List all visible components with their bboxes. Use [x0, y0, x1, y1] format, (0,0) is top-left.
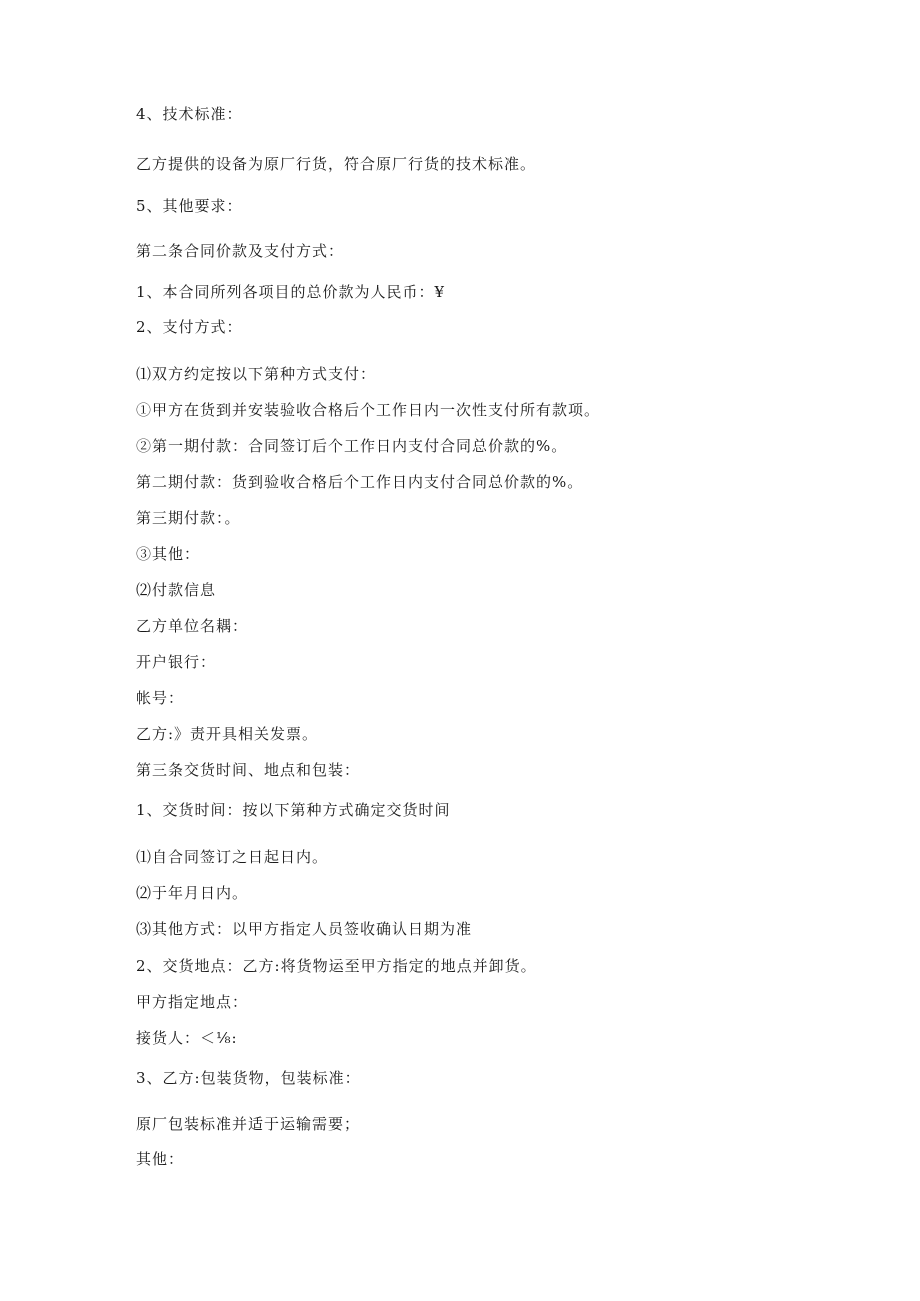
paragraph: ①甲方在货到并安装验收合格后个工作日内一次性支付所有款项。: [136, 401, 601, 419]
article-3-heading: 第三条交货时间、地点和包装：: [136, 761, 361, 779]
paragraph: 乙方单位名耦：: [136, 617, 249, 635]
paragraph: ⑵于年月日内。: [136, 884, 249, 902]
paragraph: ③其他：: [136, 545, 201, 563]
paragraph: 乙方提供的设备为原厂行货，符合原厂行货的技术标准。: [136, 155, 537, 173]
paragraph: 2、支付方式：: [136, 318, 243, 336]
article-2-heading: 第二条合同价款及支付方式：: [136, 242, 345, 260]
paragraph: 乙方:》责开具相关发票。: [136, 725, 319, 743]
paragraph: 1、交货时间：按以下第种方式确定交货时间: [136, 801, 451, 819]
paragraph: ②第一期付款：合同签订后个工作日内支付合同总价款的%。: [136, 437, 568, 455]
paragraph: 3、乙方:包装货物，包装标准：: [136, 1069, 361, 1087]
paragraph: 第二期付款：货到验收合格后个工作日内支付合同总价款的%。: [136, 473, 584, 491]
paragraph: 甲方指定地点：: [136, 993, 249, 1011]
section-4-heading: 4、技术标准：: [136, 105, 243, 123]
paragraph: 接货人：＜⅛:: [136, 1029, 238, 1047]
paragraph: ⑴双方约定按以下第种方式支付：: [136, 365, 377, 383]
paragraph: 开户银行：: [136, 653, 217, 671]
paragraph: ⑶其他方式：以甲方指定人员签收确认日期为准: [136, 920, 473, 938]
paragraph: 帐号：: [136, 689, 185, 707]
paragraph: ⑵付款信息: [136, 581, 217, 599]
paragraph: ⑴自合同签订之日起日内。: [136, 848, 329, 866]
paragraph: 1、本合同所列各项目的总价款为人民币：¥: [136, 283, 446, 301]
paragraph: 2、交货地点：乙方:将货物运至甲方指定的地点并卸货。: [136, 957, 537, 975]
paragraph: 其他：: [136, 1150, 185, 1168]
paragraph: 原厂包装标准并适于运输需要；: [136, 1115, 361, 1133]
section-5-heading: 5、其他要求：: [136, 197, 243, 215]
paragraph: 第三期付款：。: [136, 509, 241, 527]
